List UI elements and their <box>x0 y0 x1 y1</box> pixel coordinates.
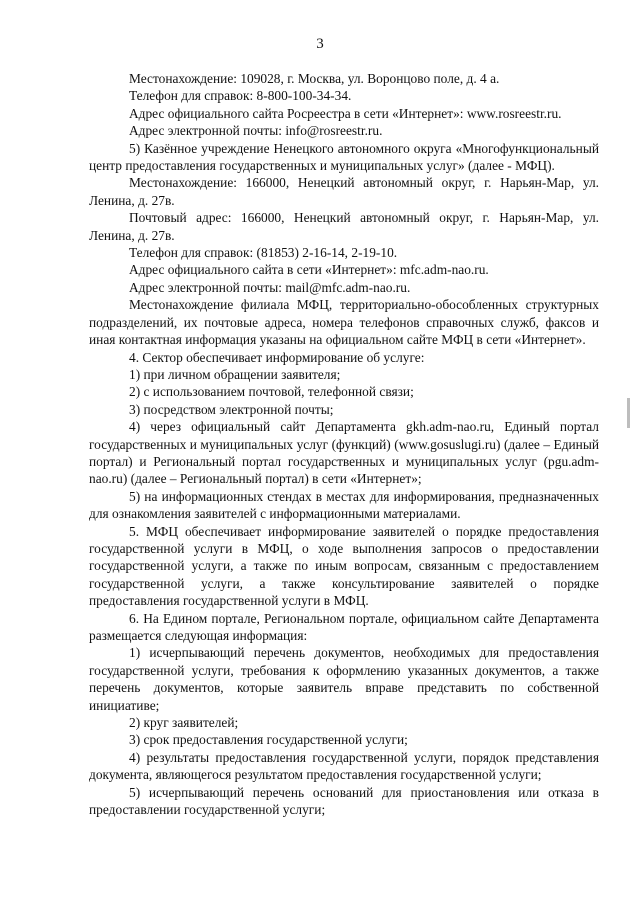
document-body <box>89 70 599 818</box>
paragraph-phone-mfc: Телефон для справок: (81853) 2-16-14, 2-19-10. <box>129 245 398 261</box>
list-item-6-2: 2) круг заявителей; <box>129 715 239 731</box>
list-item-4-2: 2) с использованием почтовой, телефонной связи; <box>129 384 414 400</box>
list-item-4-4: 4) через официальный сайт Департамента gkh.adm-nao.ru, Единый портал государственных и муниципальных услуг (функций) (www.gosuslugi.ru) (далее – Единый портал) и Региональный портал государственных и муниципальных услуг (pgu.adm-nao.ru) (далее – Региональный портал) в сети «Интернет»; <box>89 419 599 487</box>
paragraph-site-mfc: Адрес официального сайта в сети «Интернет»: mfc.adm-nao.ru. <box>129 262 489 278</box>
paragraph-section-5: 5. МФЦ обеспечивает информирование заявителей о порядке предоставления государственной услуги в МФЦ, о ходе выполнения запросов о предоставлении государственной услуги, а также по иным вопросам, связанным с предоставлением государственной услуги, а также консультирование заявителей о порядке предоставления государственной услуги в МФЦ. <box>89 523 599 609</box>
list-item-4-5: 5) на информационных стендах в местах для информирования, предназначенных для ознакомления заявителей с информационными материалами. <box>89 488 599 522</box>
paragraph-site-rosreestr: Адрес официального сайта Росреестра в сети «Интернет»: www.rosreestr.ru. <box>129 105 562 121</box>
paragraph-section-6: 6. На Едином портале, Региональном портале, официальном сайте Департамента размещается следующая информация: <box>89 610 599 643</box>
list-item-6-3: 3) срок предоставления государственной услуги; <box>129 732 408 748</box>
list-item-6-5: 5) исчерпывающий перечень оснований для приостановления или отказа в предоставлении государственной услуги; <box>89 784 599 818</box>
paragraph-location-mfc: Местонахождение: 166000, Ненецкий автономный округ, г. Нарьян-Мар, ул. Ленина, д. 27в. <box>89 175 599 208</box>
paragraph-phone-rosreestr: Телефон для справок: 8-800-100-34-34. <box>129 88 352 104</box>
paragraph-email-rosreestr: Адрес электронной почты: info@rosreestr.ru. <box>129 123 383 139</box>
list-item-4-3: 3) посредством электронной почты; <box>129 401 334 417</box>
paragraph-mfc-institution: 5) Казённое учреждение Ненецкого автономного округа «Многофункциональный центр предоставления государственных и муниципальных услуг» (далее - МФЦ). <box>89 140 599 174</box>
paragraph-email-mfc: Адрес электронной почты: mail@mfc.adm-nao.ru. <box>129 279 411 295</box>
scan-edge-mark <box>627 398 630 428</box>
paragraph-postal-address-mfc: Почтовый адрес: 166000, Ненецкий автономный округ, г. Нарьян-Мар, ул. Ленина, д. 27в. <box>89 210 599 243</box>
paragraph-branch-info: Местонахождение филиала МФЦ, территориально-обособленных структурных подразделений, их почтовые адреса, номера телефонов справочных служб, факсов и иная контактная информация указаны на официальном сайте МФЦ в сети «Интернет». <box>89 297 599 348</box>
paragraph-section-4: 4. Сектор обеспечивает информирование об услуге: <box>129 349 425 365</box>
list-item-6-4: 4) результаты предоставления государственной услуги, порядок представления документа, являющегося результатом предоставления государственной услуги; <box>89 749 599 783</box>
list-item-4-1: 1) при личном обращении заявителя; <box>129 366 341 382</box>
list-item-6-1: 1) исчерпывающий перечень документов, необходимых для предоставления государственной услуги, требования к оформлению указанных документов, а также перечень документов, которые заявитель вправе представить по собственной инициативе; <box>89 645 599 713</box>
page-number: 3 <box>316 36 324 52</box>
paragraph-location-rosreestr: Местонахождение: 109028, г. Москва, ул. Воронцово поле, д. 4 а. <box>129 71 500 86</box>
